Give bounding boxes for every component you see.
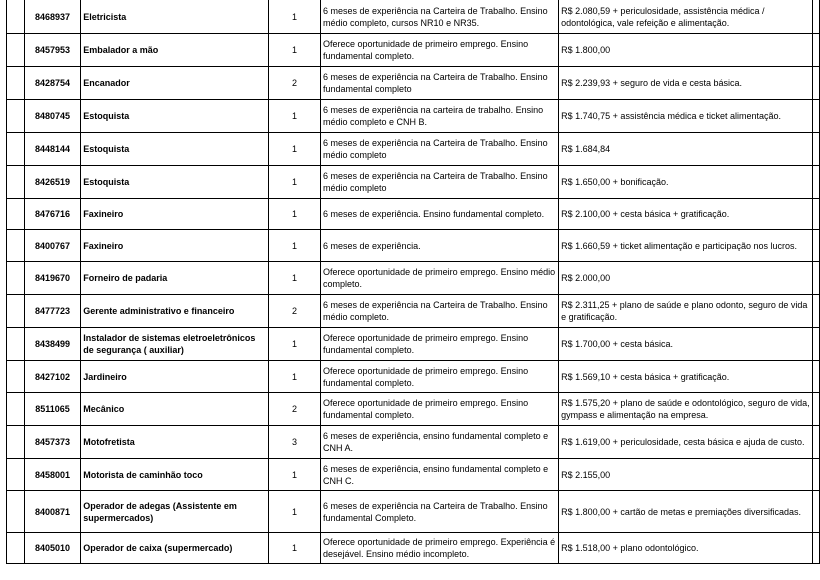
salary-benefits-cell: R$ 1.650,00 + bonificação. bbox=[559, 166, 813, 199]
row-end-cell bbox=[813, 262, 820, 295]
table-row bbox=[7, 67, 820, 100]
row-margin-cell bbox=[7, 133, 25, 166]
job-title-cell: Estoquista bbox=[81, 166, 269, 199]
row-margin-cell bbox=[7, 459, 25, 491]
salary-benefits-cell: R$ 1.569,10 + cesta básica + gratificação. bbox=[559, 361, 813, 393]
table-row bbox=[7, 533, 820, 564]
job-code-cell: 8427102 bbox=[24, 361, 81, 393]
row-margin-cell bbox=[7, 34, 25, 67]
vacancy-count-cell: 1 bbox=[268, 230, 320, 262]
job-title-cell: Jardineiro bbox=[81, 361, 269, 393]
job-title-cell: Faxineiro bbox=[81, 199, 269, 230]
row-end-cell bbox=[813, 426, 820, 459]
job-title-cell: Gerente administrativo e financeiro bbox=[81, 295, 269, 328]
row-margin-cell bbox=[7, 166, 25, 199]
vacancy-count-cell: 1 bbox=[268, 361, 320, 393]
job-title-cell: Motofretista bbox=[81, 426, 269, 459]
requirements-cell: 6 meses de experiência, ensino fundamental completo e CNH C. bbox=[321, 459, 559, 491]
job-title-cell: Operador de adegas (Assistente em supermercados) bbox=[81, 491, 269, 533]
row-end-cell bbox=[813, 361, 820, 393]
salary-benefits-cell: R$ 2.080,59 + periculosidade, assistência médica / odontológica, vale refeição e alimentação. bbox=[559, 0, 813, 34]
table-row bbox=[7, 328, 820, 361]
salary-benefits-cell: R$ 1.575,20 + plano de saúde e odontológico, seguro de vida, gympass e alimentação na empresa. bbox=[559, 393, 813, 426]
job-title-cell: Forneiro de padaria bbox=[81, 262, 269, 295]
requirements-cell: 6 meses de experiência na Carteira de Trabalho. Ensino fundamental Completo. bbox=[321, 491, 559, 533]
job-code-cell: 8428754 bbox=[24, 67, 81, 100]
salary-benefits-cell: R$ 1.800,00 bbox=[559, 34, 813, 67]
vacancy-count-cell: 1 bbox=[268, 34, 320, 67]
salary-benefits-cell: R$ 2.311,25 + plano de saúde e plano odonto, seguro de vida e gratificação. bbox=[559, 295, 813, 328]
job-code-cell: 8477723 bbox=[24, 295, 81, 328]
row-margin-cell bbox=[7, 0, 25, 34]
job-code-cell: 8405010 bbox=[24, 533, 81, 564]
row-margin-cell bbox=[7, 295, 25, 328]
job-code-cell: 8458001 bbox=[24, 459, 81, 491]
salary-benefits-cell: R$ 1.660,59 + ticket alimentação e participação nos lucros. bbox=[559, 230, 813, 262]
job-title-cell: Encanador bbox=[81, 67, 269, 100]
job-code-cell: 8457953 bbox=[24, 34, 81, 67]
job-code-cell: 8438499 bbox=[24, 328, 81, 361]
job-code-cell: 8480745 bbox=[24, 100, 81, 133]
vacancy-count-cell: 1 bbox=[268, 199, 320, 230]
requirements-cell: 6 meses de experiência. bbox=[321, 230, 559, 262]
row-margin-cell bbox=[7, 262, 25, 295]
job-code-cell: 8426519 bbox=[24, 166, 81, 199]
requirements-cell: Oferece oportunidade de primeiro emprego. Experiência é desejável. Ensino médio incompleto. bbox=[321, 533, 559, 564]
job-code-cell: 8400871 bbox=[24, 491, 81, 533]
row-margin-cell bbox=[7, 361, 25, 393]
row-margin-cell bbox=[7, 328, 25, 361]
row-end-cell bbox=[813, 393, 820, 426]
requirements-cell: 6 meses de experiência na Carteira de Trabalho. Ensino médio completo. bbox=[321, 295, 559, 328]
job-title-cell: Embalador a mão bbox=[81, 34, 269, 67]
job-table-wrapper bbox=[6, 0, 820, 564]
row-margin-cell bbox=[7, 393, 25, 426]
job-title-cell: Operador de caixa (supermercado) bbox=[81, 533, 269, 564]
table-row bbox=[7, 166, 820, 199]
salary-benefits-cell: R$ 1.800,00 + cartão de metas e premiações diversificadas. bbox=[559, 491, 813, 533]
table-row bbox=[7, 361, 820, 393]
job-title-cell: Estoquista bbox=[81, 133, 269, 166]
job-code-cell: 8457373 bbox=[24, 426, 81, 459]
vacancy-count-cell: 2 bbox=[268, 295, 320, 328]
job-code-cell: 8511065 bbox=[24, 393, 81, 426]
job-title-cell: Faxineiro bbox=[81, 230, 269, 262]
vacancy-count-cell: 1 bbox=[268, 133, 320, 166]
requirements-cell: Oferece oportunidade de primeiro emprego. Ensino fundamental completo. bbox=[321, 34, 559, 67]
table-row bbox=[7, 393, 820, 426]
vacancy-count-cell: 2 bbox=[268, 67, 320, 100]
vacancy-count-cell: 2 bbox=[268, 393, 320, 426]
row-end-cell bbox=[813, 533, 820, 564]
table-row bbox=[7, 262, 820, 295]
salary-benefits-cell: R$ 2.155,00 bbox=[559, 459, 813, 491]
requirements-cell: 6 meses de experiência na Carteira de Trabalho. Ensino médio completo bbox=[321, 133, 559, 166]
row-margin-cell bbox=[7, 230, 25, 262]
table-row bbox=[7, 426, 820, 459]
requirements-cell: 6 meses de experiência na Carteira de Trabalho. Ensino fundamental completo bbox=[321, 67, 559, 100]
job-code-cell: 8400767 bbox=[24, 230, 81, 262]
salary-benefits-cell: R$ 1.740,75 + assistência médica e ticket alimentação. bbox=[559, 100, 813, 133]
requirements-cell: Oferece oportunidade de primeiro emprego. Ensino fundamental completo. bbox=[321, 393, 559, 426]
row-margin-cell bbox=[7, 67, 25, 100]
table-row bbox=[7, 133, 820, 166]
salary-benefits-cell: R$ 2.239,93 + seguro de vida e cesta básica. bbox=[559, 67, 813, 100]
requirements-cell: Oferece oportunidade de primeiro emprego. Ensino fundamental completo. bbox=[321, 328, 559, 361]
row-end-cell bbox=[813, 491, 820, 533]
salary-benefits-cell: R$ 1.518,00 + plano odontológico. bbox=[559, 533, 813, 564]
vacancy-count-cell: 1 bbox=[268, 0, 320, 34]
vacancy-count-cell: 1 bbox=[268, 262, 320, 295]
row-end-cell bbox=[813, 328, 820, 361]
row-end-cell bbox=[813, 133, 820, 166]
table-row bbox=[7, 491, 820, 533]
row-end-cell bbox=[813, 67, 820, 100]
salary-benefits-cell: R$ 2.000,00 bbox=[559, 262, 813, 295]
table-row bbox=[7, 295, 820, 328]
job-title-cell: Estoquista bbox=[81, 100, 269, 133]
row-end-cell bbox=[813, 230, 820, 262]
vacancy-count-cell: 1 bbox=[268, 328, 320, 361]
row-end-cell bbox=[813, 100, 820, 133]
job-title-cell: Eletricista bbox=[81, 0, 269, 34]
job-code-cell: 8476716 bbox=[24, 199, 81, 230]
table-row bbox=[7, 0, 820, 34]
row-end-cell bbox=[813, 34, 820, 67]
salary-benefits-cell: R$ 1.700,00 + cesta básica. bbox=[559, 328, 813, 361]
job-listings-body bbox=[7, 0, 820, 564]
salary-benefits-cell: R$ 1.684,84 bbox=[559, 133, 813, 166]
job-code-cell: 8468937 bbox=[24, 0, 81, 34]
vacancy-count-cell: 3 bbox=[268, 426, 320, 459]
vacancy-count-cell: 1 bbox=[268, 459, 320, 491]
job-code-cell: 8448144 bbox=[24, 133, 81, 166]
table-row bbox=[7, 199, 820, 230]
row-end-cell bbox=[813, 295, 820, 328]
requirements-cell: 6 meses de experiência na Carteira de Trabalho. Ensino médio completo, cursos NR10 e NR35. bbox=[321, 0, 559, 34]
table-row bbox=[7, 100, 820, 133]
salary-benefits-cell: R$ 2.100,00 + cesta básica + gratificação. bbox=[559, 199, 813, 230]
vacancy-count-cell: 1 bbox=[268, 100, 320, 133]
job-title-cell: Instalador de sistemas eletroeletrônicos de segurança ( auxiliar) bbox=[81, 328, 269, 361]
row-end-cell bbox=[813, 199, 820, 230]
salary-benefits-cell: R$ 1.619,00 + periculosidade, cesta básica e ajuda de custo. bbox=[559, 426, 813, 459]
job-title-cell: Motorista de caminhão toco bbox=[81, 459, 269, 491]
requirements-cell: 6 meses de experiência na Carteira de Trabalho. Ensino médio completo bbox=[321, 166, 559, 199]
row-margin-cell bbox=[7, 199, 25, 230]
job-title-cell: Mecânico bbox=[81, 393, 269, 426]
table-row bbox=[7, 34, 820, 67]
row-end-cell bbox=[813, 0, 820, 34]
row-end-cell bbox=[813, 459, 820, 491]
table-row bbox=[7, 459, 820, 491]
vacancy-count-cell: 1 bbox=[268, 491, 320, 533]
requirements-cell: Oferece oportunidade de primeiro emprego. Ensino fundamental completo. bbox=[321, 361, 559, 393]
requirements-cell: 6 meses de experiência. Ensino fundamental completo. bbox=[321, 199, 559, 230]
vacancy-count-cell: 1 bbox=[268, 166, 320, 199]
requirements-cell: Oferece oportunidade de primeiro emprego. Ensino médio completo. bbox=[321, 262, 559, 295]
job-listings-table bbox=[6, 0, 820, 564]
vacancy-count-cell: 1 bbox=[268, 533, 320, 564]
table-row bbox=[7, 230, 820, 262]
job-code-cell: 8419670 bbox=[24, 262, 81, 295]
requirements-cell: 6 meses de experiência na carteira de trabalho. Ensino médio completo e CNH B. bbox=[321, 100, 559, 133]
row-margin-cell bbox=[7, 491, 25, 533]
row-margin-cell bbox=[7, 426, 25, 459]
row-margin-cell bbox=[7, 533, 25, 564]
row-margin-cell bbox=[7, 100, 25, 133]
requirements-cell: 6 meses de experiência, ensino fundamental completo e CNH A. bbox=[321, 426, 559, 459]
row-end-cell bbox=[813, 166, 820, 199]
